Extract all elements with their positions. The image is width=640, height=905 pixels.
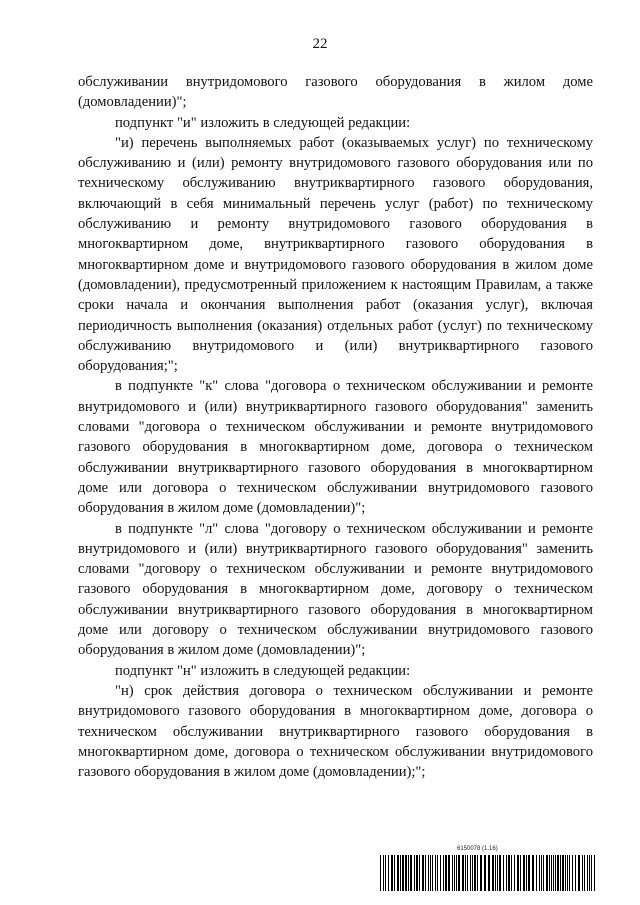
document-body xyxy=(78,72,593,782)
paragraph-subpoint-i-intro: подпункт "и" изложить в следующей редакции: xyxy=(115,114,411,131)
barcode-code: 6150078 (1.16) xyxy=(457,846,498,852)
paragraph-subpoint-k: в подпункте "к" слова "договора о техническом обслуживании и ремонте внутридомового и (или) внутриквартирного газового оборудования" заменить словами "договора о техническом обслуживании и ремонте внутридомового газового оборудования в многоквартирном доме, договора о техническом обслуживании внутриквартирного газового оборудования в многоквартирном доме или договора о техническом обслуживании внутридомового газового оборудования в жилом доме (домовладении)"; xyxy=(78,378,593,517)
paragraph-subpoint-i-text: "и) перечень выполняемых работ (оказываемых услуг) по техническому обслуживанию и (или) ремонту внутридомового газового оборудования или по техническому обслуживанию внутриквартирного газового оборудования, включающий в себя минимальный перечень услуг (работ) по техническому обслуживанию и ремонту внутридомового газового оборудования в многоквартирном доме, внутриквартирного газового оборудования в многоквартирном доме и внутридомового газового оборудования в жилом доме (домовладении), предусмотренный приложением к настоящим Правилам, а также сроки начала и окончания выполнения работ (оказания услуг), включая периодичность выполнения (оказания) отдельных работ (услуг) по техническому обслуживанию внутридомового и (или) внутриквартирного газового оборудования;"; xyxy=(78,134,593,375)
page-number: 22 xyxy=(312,36,328,52)
barcode-block xyxy=(380,846,596,892)
paragraph-subpoint-n-text: "н) срок действия договора о техническом обслуживании и ремонте внутридомового газового оборудования в многоквартирном доме, договора о техническом обслуживании внутриквартирного газового оборудования в многоквартирном доме, договора о техническом обслуживании внутридомового газового оборудования в жилом доме (домовладении);"; xyxy=(78,682,593,781)
paragraph-subpoint-n-intro: подпункт "н" изложить в следующей редакции: xyxy=(115,662,411,679)
paragraph-continuation: обслуживании внутридомового газового оборудования в жилом доме (домовладении)"; xyxy=(78,74,593,111)
barcode-image xyxy=(380,855,596,891)
paragraph-subpoint-l: в подпункте "л" слова "договору о техническом обслуживании и ремонте внутридомового и (или) внутриквартирного газового оборудования" заменить словами "договору о техническом обслуживании и ремонте внутридомового газового оборудования в многоквартирном доме, договору о техническом обслуживании внутриквартирного газового оборудования в многоквартирном доме или договору о техническом обслуживании внутридомового газового оборудования в жилом доме (домовладении)"; xyxy=(78,520,593,659)
